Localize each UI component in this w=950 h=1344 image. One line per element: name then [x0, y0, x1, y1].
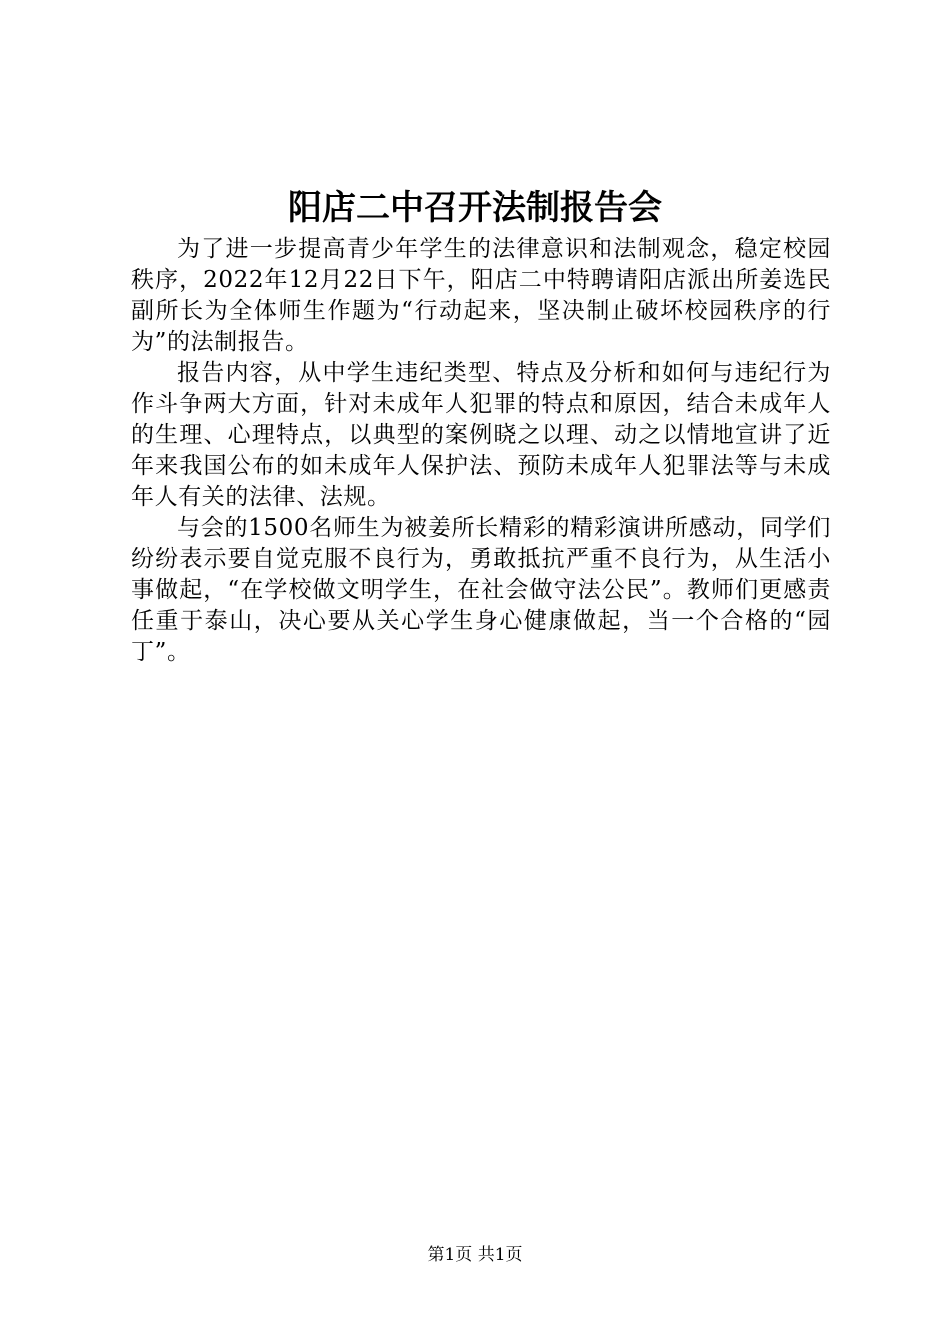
paragraph-1: 为了进一步提高青少年学生的法律意识和法制观念，稳定校园秩序，2022年12月22日下午，阳店二中特聘请阳店派出所姜选民副所长为全体师生作题为“行动起来，坚决制止破坏校园秩序的行为”的法制报告。 — [131, 236, 831, 355]
paragraph-3: 与会的1500名师生为被姜所长精彩的精彩演讲所感动，同学们纷纷表示要自觉克服不良行为，勇敢抵抗严重不良行为，从生活小事做起，“在学校做文明学生，在社会做守法公民”。教师们更感责任重于泰山，决心要从关心学生身心健康做起，当一个合格的“园丁”。 — [131, 515, 831, 665]
paragraph-2: 报告内容，从中学生违纪类型、特点及分析和如何与违纪行为作斗争两大方面，针对未成年人犯罪的特点和原因，结合未成年人的生理、心理特点，以典型的案例晓之以理、动之以情地宣讲了近年来我国公布的如未成年人保护法、预防未成年人犯罪法等与未成年人有关的法律、法规。 — [131, 360, 831, 510]
page-number-footer: 第1页 共1页 — [427, 1245, 523, 1265]
document-title: 阳店二中召开法制报告会 — [288, 188, 662, 228]
document-body — [131, 234, 831, 668]
